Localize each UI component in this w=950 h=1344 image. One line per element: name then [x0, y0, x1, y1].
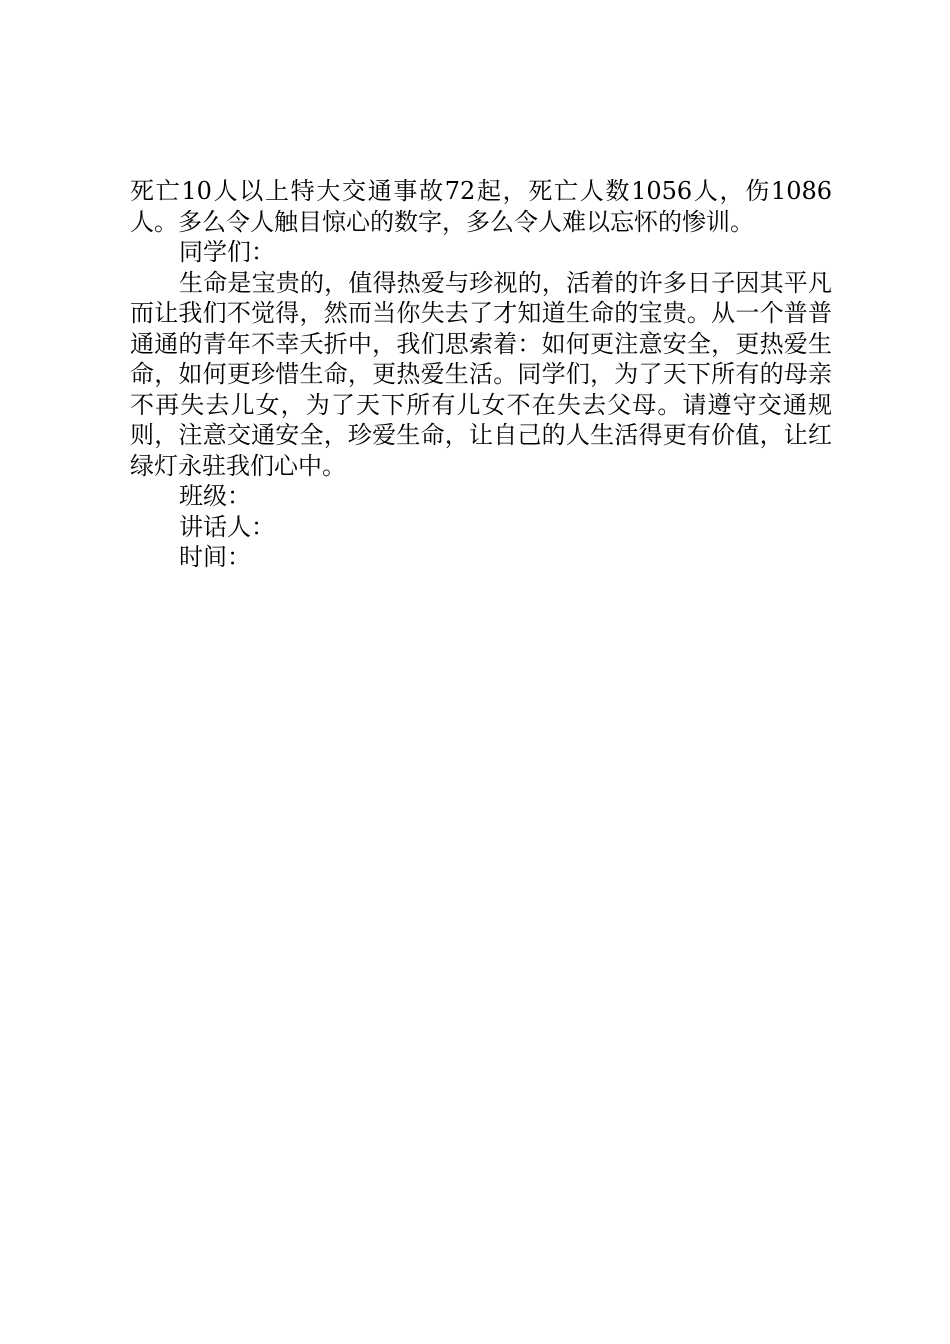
body-paragraph: 生命是宝贵的，值得热爱与珍视的，活着的许多日子因其平凡而让我们不觉得，然而当你失去了才知道生命的宝贵。从一个普普通通的青年不幸夭折中，我们思索着：如何更注意安全，更热爱生命，如何更珍惜生命，更热爱生活。同学们，为了天下所有的母亲不再失去儿女，为了天下所有儿女不在失去父母。请遵守交通规则，注意交通安全，珍爱生命，让自己的人生活得更有价值，让红绿灯永驻我们心中。: [130, 268, 832, 480]
continued-paragraph: 死亡10人以上特大交通事故72起，死亡人数1056人，伤1086人。多么令人触目惊心的数字，多么令人难以忘怀的惨训。: [130, 177, 832, 236]
speaker-label: 讲话人：: [179, 512, 275, 541]
document-body: [130, 176, 832, 573]
salutation: 同学们：: [179, 238, 275, 266]
class-label: 班级：: [179, 482, 251, 510]
time-label: 时间：: [179, 543, 251, 571]
